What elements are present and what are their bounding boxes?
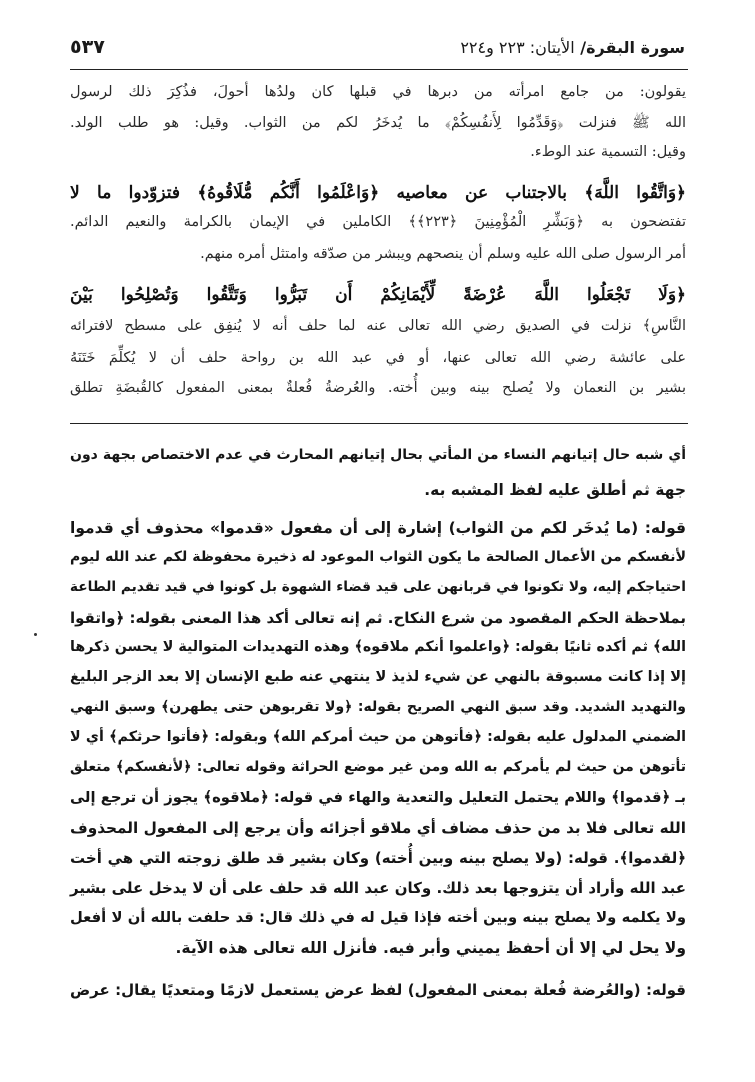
commentary-line: أمر الرسول صلى الله عليه وسلم أن ينصحهم ويبشر من صدّقه وامتثل أمره منهم.	[200, 246, 686, 262]
commentary-line: بشير بن النعمان ولا يُصلح بينه وبين أُخته. والعُرضةُ فُعلةٌ بمعنى المفعول كالقُبضَةِ تطلق	[70, 380, 686, 396]
gloss-line: تأتوهن من حيث لم يأمركم به الله ومن غير موضع الحراثة وقوله تعالى: ﴿لأنفسكم﴾ متعلق	[70, 759, 686, 775]
gloss-line: بملاحظة الحكم المقصود من شرع النكاح. ثم إنه تعالى أكد هذا المعنى بقوله: ﴿واتقوا	[70, 609, 686, 627]
gloss-line: جهة ثم أطلق عليه لفظ المشبه به.	[424, 481, 686, 499]
gloss-line: لأنفسكم من الأعمال الصالحة ما يكون الثواب الموعود له ذخيرة محفوظة لكم عند الله ليوم	[70, 549, 686, 565]
gloss-line: ولا يحل لي إلا أن أحفظ يميني وأبر فيه. فأنزل الله تعالى هذه الآية.	[175, 939, 686, 957]
header-divider	[70, 69, 688, 70]
gloss-line: عبد الله وأراد أن يتزوجها بعد ذلك. وكان عبد الله قد حلف على أن لا يدخل على بشير	[70, 879, 686, 897]
commentary-line: على عائشة رضي الله تعالى عنها، أو في عبد الله بن رواحة حلف أن لا يُكلِّمَ خَتَنَهُ	[70, 350, 686, 366]
gloss-line: والتهديد الشديد. وقد سبق النهي الصريح بقوله: ﴿ولا تقربوهن حتى يطهرن﴾ وسبق النهي	[70, 699, 686, 715]
commentary-line: ﴿وَلَا تَجْعَلُوا اللَّهَ عُرْضَةً لِّأَيْمَانِكُمْ أَن تَبَرُّوا وَتَتَّقُوا وَتُصْلِحُوا بَيْنَ	[70, 285, 686, 305]
gloss-line: الله تعالى فلا بد من حذف مضاف أي ملاقو أجزائه وأن يرجع إلى المفعول المحذوف	[70, 819, 686, 837]
commentary-line: النَّاسِ﴾ نزلت في الصديق رضي الله تعالى عنه لما حلف أنه لا يُنفِق على مسطح لافترائه	[70, 318, 686, 334]
header-surah: سورة البقرة/	[580, 38, 685, 57]
gloss-line: أي شبه حال إتيانهم النساء من المأتي بحال إتيانهم المحارث في عدم الاختصاص بجهة دون	[70, 447, 686, 463]
gloss-line: بـ ﴿قدموا﴾ واللام يحتمل التعليل والتعدية والهاء في قوله: ﴿ملاقوه﴾ يجوز أن ترجع إلى	[70, 789, 686, 806]
gloss-line: قوله: (والعُرضة فُعلة بمعنى المفعول) لفظ عرض يستعمل لازمًا ومتعديًا يقال: عرض	[70, 981, 686, 999]
header-title	[460, 38, 685, 57]
page-number: ٥٣٧	[70, 36, 105, 58]
running-header	[70, 36, 685, 64]
gloss-line: الضمني المدلول عليه بقوله: ﴿فأتوهن من حيث أمركم الله﴾ وبقوله: ﴿فأتوا حرثكم﴾ أي لا	[70, 729, 686, 745]
gloss-line: احتياجكم إليه، ولا تكونوا في قربانهن على قيد قضاء الشهوة بل كونوا في قيد تقديم الطاعة	[69, 579, 686, 595]
tafsir-commentary	[70, 84, 686, 414]
commentary-line: ﴿وَاتَّقُوا اللَّهَ﴾ بالاجتناب عن معاصيه ﴿وَاعْلَمُوا أَنَّكُم مُّلَاقُوهُ﴾ فتزوّدوا ما لا	[70, 183, 686, 203]
section-divider	[70, 423, 688, 424]
gloss-line: ﴿لقدموا﴾. قوله: (ولا يصلح بينه وبين أُخته) وكان بشير قد طلق زوجته التي هي أخت	[70, 849, 686, 867]
header-verses: الأيتان: ٢٢٣ و٢٢٤	[460, 38, 575, 57]
gloss-line: قوله: (ما يُدخَر لكم من الثواب) إشارة إلى أن مفعول «قدموا» محذوف أي قدموا	[70, 519, 686, 537]
commentary-line: وقيل: التسمية عند الوطء.	[530, 144, 686, 160]
margin-mark	[34, 633, 37, 636]
commentary-line: يقولون: من جامع امرأته من دبرها في قبلها كان ولدُها أحولَ، فذُكِرَ ذلك لرسول	[70, 84, 686, 100]
gloss-notes	[70, 447, 686, 1017]
gloss-line: الله﴾ ثم أكده ثانيًا بقوله: ﴿واعلموا أنكم ملاقوه﴾ وهذه التهديدات المتوالية لا يحسن ذكرها	[70, 639, 686, 655]
commentary-line: الله ﷺ فنزلت ﴿وَقَدِّمُوا لِأَنفُسِكُمْ﴾ ما يُدخَرُ لكم من الثواب. وقيل: هو طلب الولد.	[70, 115, 686, 131]
gloss-line: إلا إذا كانت مسبوقة بالنهي عن شيء لذيذ لا ينتهي عنه طبع الإنسان إلا بعد الزجر البليغ	[70, 669, 686, 685]
gloss-line: ولا يكلمه ولا يصلح بينه وبين أخته فإذا قيل له في ذلك قال: قد حلفت بالله أن لا أفعل	[70, 909, 686, 926]
commentary-line: تفتضحون به ﴿وَبَشِّرِ الْمُؤْمِنِينَ ﴿٢٢٣﴾﴾ الكاملين في الإيمان بالكرامة والنعيم الدائم.	[70, 214, 686, 230]
